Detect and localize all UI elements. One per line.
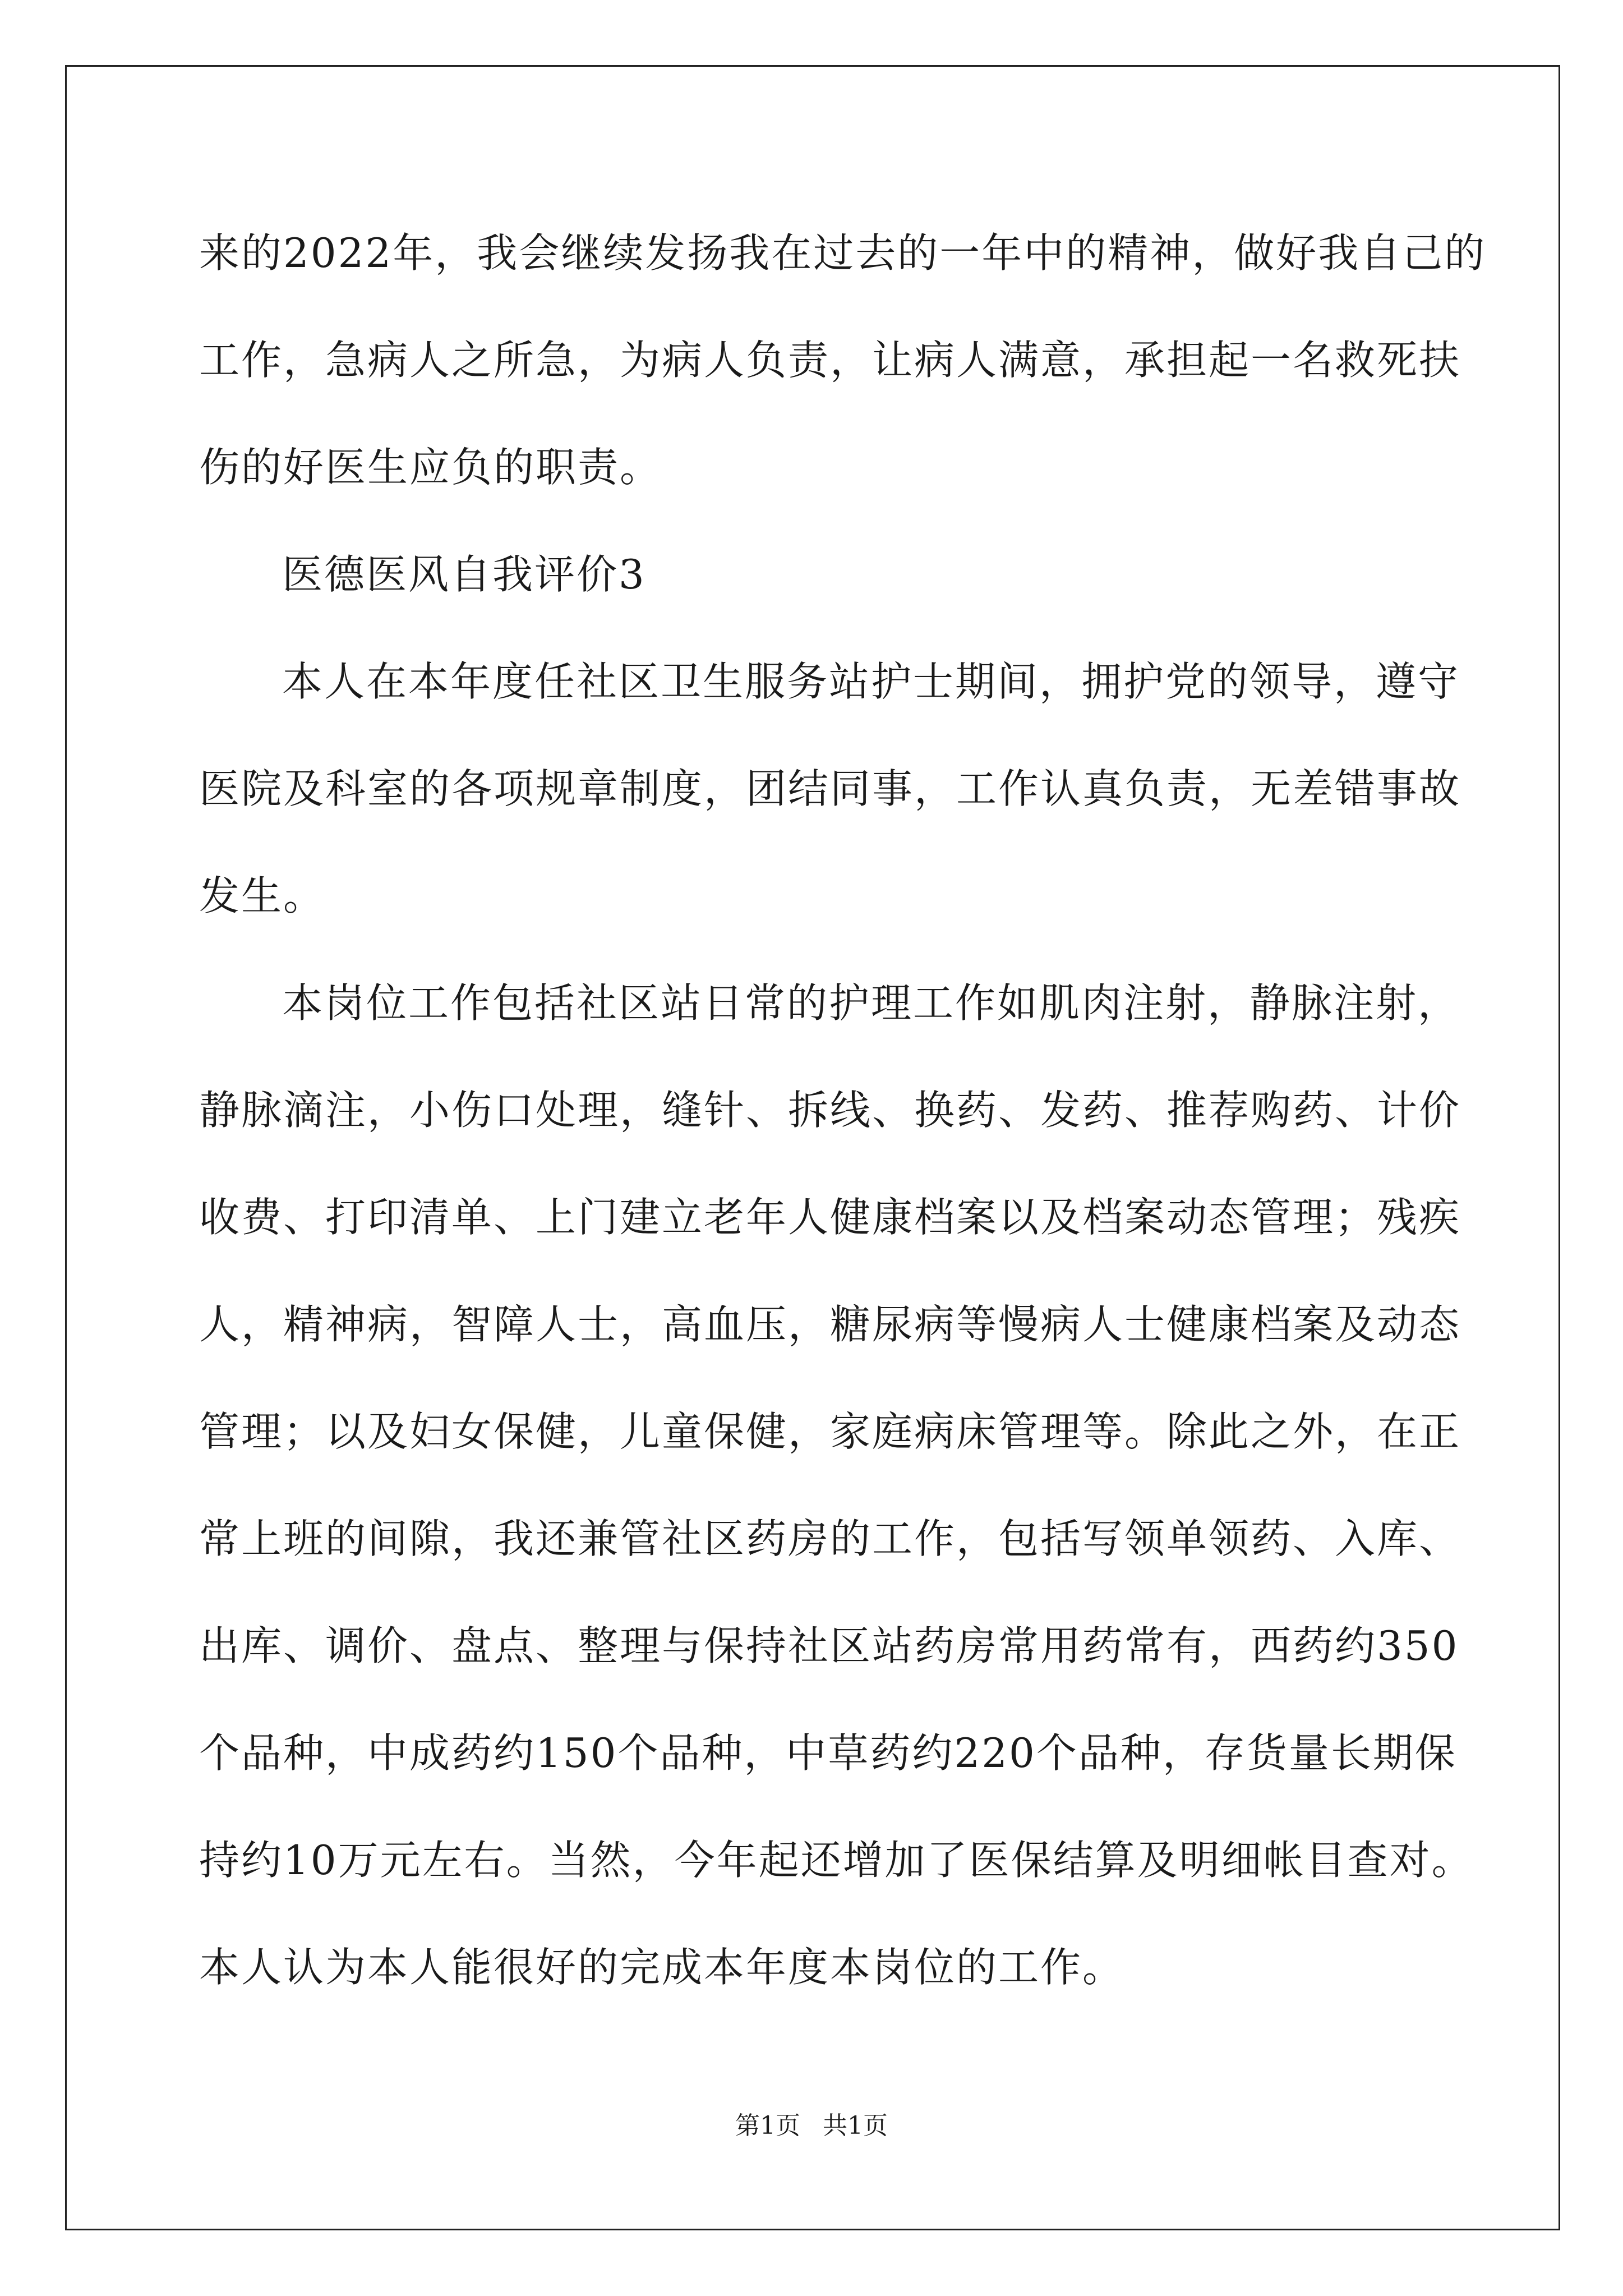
body-line: 来的2022年，我会继续发扬我在过去的一年中的精神，做好我自己的 (199, 229, 1487, 277)
body-line: 持约10万元左右。当然，今年起还增加了医保结算及明细帐目查对。 (199, 1837, 1474, 1884)
body-line: 个品种，中成药约150个品种，中草药约220个品种，存货量长期保 (199, 1729, 1457, 1777)
body-line: 发生。 (199, 872, 326, 919)
body-line: 常上班的间隙，我还兼管社区药房的工作，包括写领单领药、入库、 (199, 1515, 1461, 1562)
body-line: 本人在本年度任社区卫生服务站护士期间，拥护党的领导，遵守 (282, 658, 1460, 705)
section-heading: 医德医风自我评价3 (282, 551, 646, 598)
body-line: 伤的好医生应负的职责。 (199, 444, 662, 491)
body-line: 出库、调价、盘点、整理与保持社区站药房常用药常有，西药约350 (199, 1622, 1459, 1669)
body-line: 人，精神病，智障人士，高血压，糖尿病等慢病人士健康档案及动态 (199, 1301, 1461, 1348)
body-line: 收费、打印清单、上门建立老年人健康档案以及档案动态管理；残疾 (199, 1194, 1461, 1241)
body-line: 管理；以及妇女保健，儿童保健，家庭病床管理等。除此之外，在正 (199, 1408, 1461, 1455)
page-total: 共1页 (823, 2111, 888, 2140)
page-number: 第1页 (735, 2111, 800, 2140)
body-line: 静脉滴注，小伤口处理，缝针、拆线、换药、发药、推荐购药、计价 (199, 1087, 1461, 1134)
page-footer (0, 2109, 1623, 2143)
body-line: 医院及科室的各项规章制度，团结同事，工作认真负责，无差错事故 (199, 765, 1461, 812)
document-body (199, 200, 1489, 2021)
body-line: 本人认为本人能很好的完成本年度本岗位的工作。 (199, 1944, 1125, 1991)
body-line: 工作，急病人之所急，为病人负责，让病人满意，承担起一名救死扶 (199, 337, 1461, 384)
body-line: 本岗位工作包括社区站日常的护理工作如肌肉注射，静脉注射， (282, 979, 1460, 1027)
